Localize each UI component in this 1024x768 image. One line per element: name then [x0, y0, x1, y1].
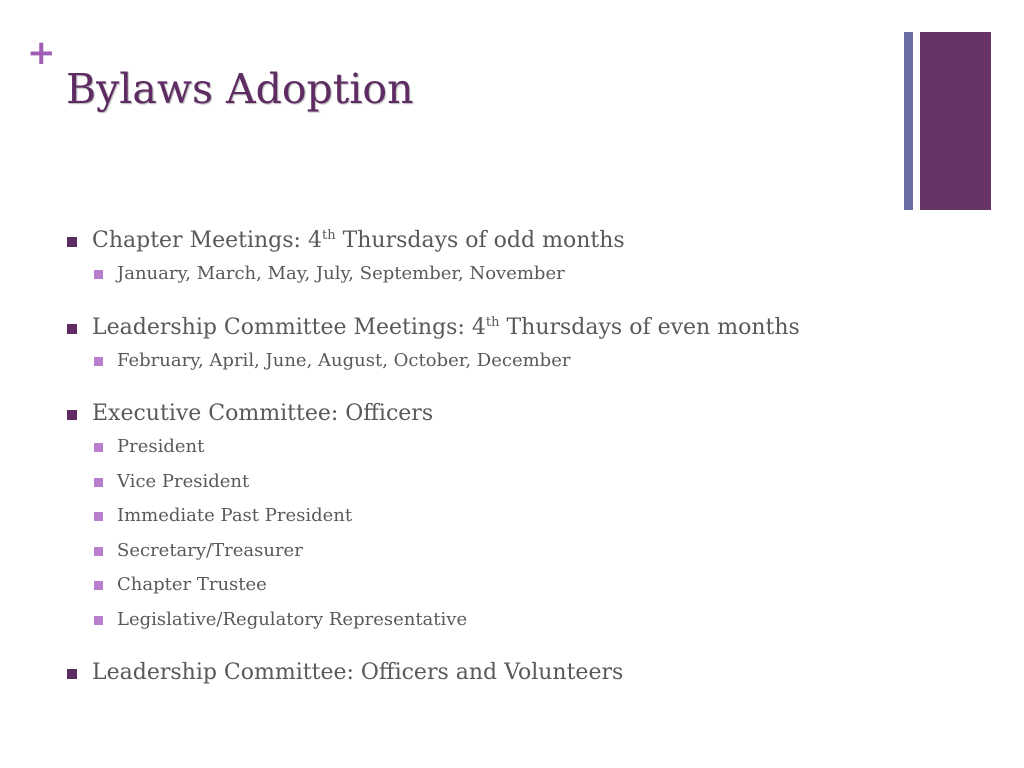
- slide-content: [67, 225, 887, 689]
- square-bullet-icon: [94, 357, 103, 366]
- bullet-leadership-committee: Leadership Committee: Officers and Volunteers: [67, 657, 887, 689]
- subbullet-immediate-past-president: Immediate Past President: [67, 499, 887, 534]
- subbullet-president: President: [67, 430, 887, 465]
- subbullet-secretary-treasurer: Secretary/Treasurer: [67, 534, 887, 569]
- plus-mark: +: [27, 33, 56, 73]
- decorative-bar-thick: [920, 32, 991, 210]
- square-bullet-icon: [67, 669, 77, 679]
- square-bullet-icon: [94, 443, 103, 452]
- square-bullet-icon: [67, 237, 77, 247]
- subbullet-chapter-trustee: Chapter Trustee: [67, 568, 887, 603]
- bullet-executive-committee: Executive Committee: Officers: [67, 398, 887, 430]
- subbullet-even-months: February, April, June, August, October, December: [67, 344, 887, 379]
- subbullet-vice-president: Vice President: [67, 465, 887, 500]
- decorative-bar-thin: [904, 32, 913, 210]
- bullet-chapter-meetings: Chapter Meetings: 4th Thursdays of odd months: [67, 225, 887, 257]
- square-bullet-icon: [67, 324, 77, 334]
- square-bullet-icon: [67, 410, 77, 420]
- square-bullet-icon: [94, 270, 103, 279]
- square-bullet-icon: [94, 512, 103, 521]
- square-bullet-icon: [94, 547, 103, 556]
- slide-title: Bylaws Adoption: [66, 65, 414, 113]
- square-bullet-icon: [94, 478, 103, 487]
- subbullet-odd-months: January, March, May, July, September, November: [67, 257, 887, 292]
- bullet-leadership-committee-meetings: Leadership Committee Meetings: 4th Thursdays of even months: [67, 312, 887, 344]
- square-bullet-icon: [94, 581, 103, 590]
- subbullet-legislative-representative: Legislative/Regulatory Representative: [67, 603, 887, 638]
- square-bullet-icon: [94, 616, 103, 625]
